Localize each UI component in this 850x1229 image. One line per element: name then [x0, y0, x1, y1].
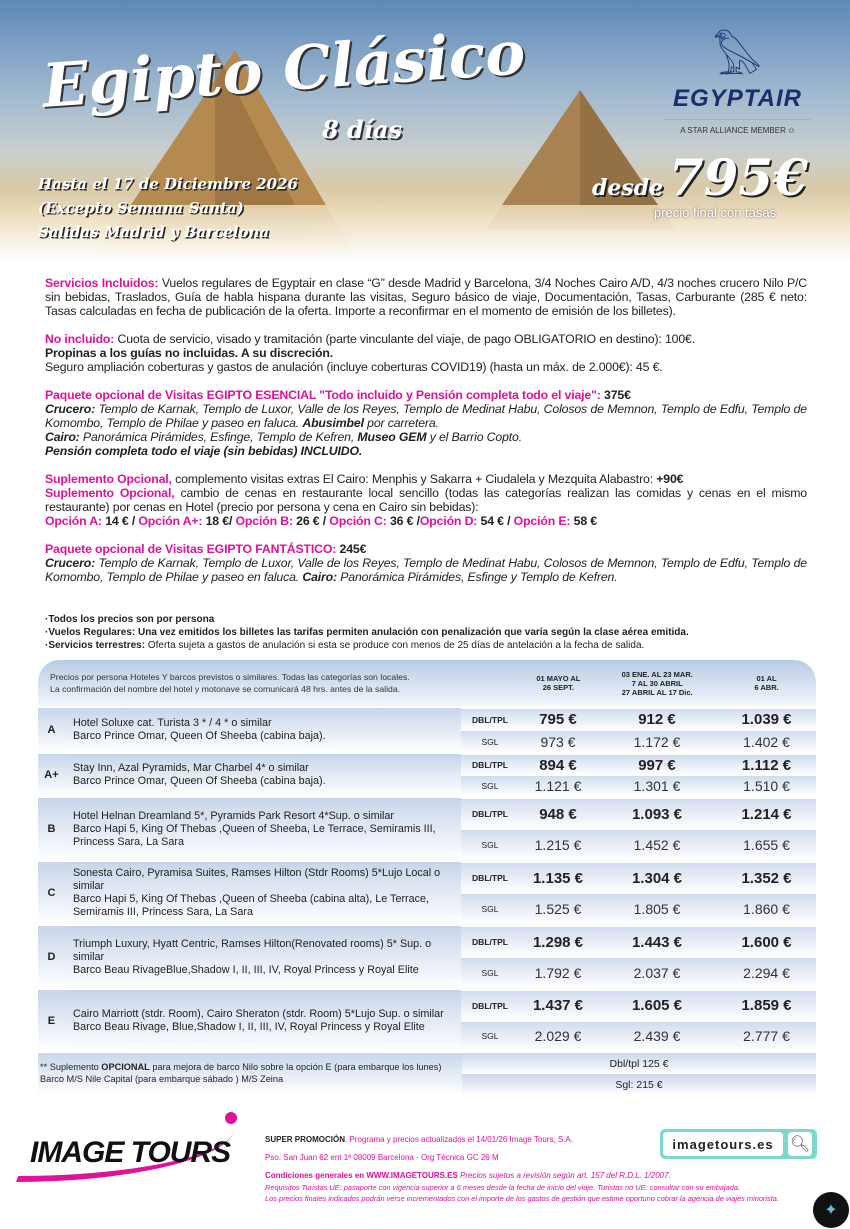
category: A+ — [38, 754, 65, 796]
category: C — [38, 862, 65, 924]
egyptair-logo — [665, 35, 810, 135]
price: 1.805 € — [633, 901, 681, 917]
price: 1.860 € — [743, 901, 790, 917]
price: 1.443 € — [631, 933, 683, 951]
price: 1.135 € — [532, 869, 584, 887]
website-search-badge[interactable]: imagetours.es 🔍︎ — [660, 1129, 817, 1159]
star-alliance-icon: ✩ — [788, 126, 795, 135]
paragraph: ·Vuelos Regulares: Una vez emitidos los billetes las tarifas permiten anulación con penalización que varía según la clase aérea emitida. — [45, 627, 689, 638]
hotel: Sonesta Cairo, Pyramisa Suites, Ramses Hilton (Stdr Rooms) 5*Lujo Local o similar — [72, 867, 441, 892]
table-row — [38, 860, 816, 924]
footer-legal: SUPER PROMOCIÓN. Programa y precios actualizados el 14/01/26 Image Tours, S.A. Pso. San Juan 62 ent 1ª 08009 Barcelona - Org Técnica GC 26 M Condiciones generales en WWW.IMAGETOURS.ES Precios sujetos a revisión según art. 157 del R.D.L. 1/2007. Requisitos Turistas UE: pasaporte con vigencia superior a 6 meses desde la fecha de inicio del viaje. Turistas no UE: consultar con su embajada. Los precios finales indicados podrán verse incrementados con el importe de los gastos de gestión que estime oportuno cobrar la agencia de viajes minorista. — [265, 1135, 779, 1203]
image-tours-logo: IMAGE TOURS — [25, 1112, 255, 1192]
page-title: Egipto Clásico — [40, 18, 528, 122]
search-icon[interactable]: 🔍︎ — [788, 1132, 812, 1156]
price-table — [38, 660, 816, 1100]
price: 2.037 € — [633, 965, 681, 981]
paragraph: Propinas a los guías no incluidas. A su discreción. — [45, 346, 334, 360]
price: 1.402 € — [743, 733, 790, 750]
price: 2.029 € — [534, 1028, 582, 1045]
boat: Barco Hapi 5, King Of Thebas ,Queen of Sheeba, Le Terrace, Semiramis III, Princess Sara, La Sara — [72, 822, 436, 848]
price: 1.121 € — [534, 778, 582, 794]
hero-banner — [0, 0, 850, 262]
price: 997 € — [638, 756, 676, 774]
price: 2.294 € — [743, 965, 790, 981]
column-header: 01 MAYO AL 26 SEPT. — [536, 674, 581, 692]
price: 1.215 € — [534, 837, 582, 853]
table-row — [38, 706, 816, 752]
validity: Hasta el 17 de Diciembre 2026 — [38, 175, 298, 193]
paragraph: Suplemento Opcional, cambio de cenas en restaurante local sencillo (todas las categorías realizan las comidas y cenas en el mismo restaurante) por cenas en Hotel (precio por persona y cena en Cairo sin bebidas): — [45, 486, 807, 514]
price-row-dbl: DBL/TPL 1.135 € 1.304 € 1.352 € — [461, 862, 816, 893]
table-header — [38, 660, 816, 706]
paragraph: Suplemento Opcional, complemento visitas extras El Cairo: Menphis y Sakarra + Ciudalela y Mezquita Alabastro: +90€ — [45, 472, 684, 486]
category: D — [38, 926, 65, 988]
hotel-boat — [65, 798, 461, 860]
paragraph — [45, 528, 807, 542]
boat: Barco Prince Omar, Queen Of Sheeba (cabina baja). — [72, 730, 326, 742]
hotel-boat — [65, 862, 461, 924]
supplement-row — [38, 1051, 816, 1095]
price: 1.605 € — [631, 997, 683, 1015]
hotel-boat — [65, 926, 461, 988]
paragraph — [45, 458, 807, 472]
paragraph: ·Todos los precios son por persona — [45, 614, 215, 625]
price-row-sgl: SGL 1.215 € 1.452 € 1.655 € — [461, 829, 816, 860]
address: Pso. San Juan 62 ent 1ª 08009 Barcelona - Org Técnica GC 26 M — [265, 1153, 499, 1162]
paragraph — [45, 318, 807, 332]
price: 795 € — [539, 711, 577, 728]
intro-text: Precios por persona Hoteles Y barcos previstos o similares. Todas las categorías son locales. — [50, 672, 410, 682]
hotel-boat — [65, 708, 461, 752]
category: B — [38, 798, 65, 860]
intro-text: La confirmación del nombre del hotel y motonave se comunicará 48 hrs. antes de la salida. — [50, 684, 401, 694]
supplement-sgl: Sgl: 215 € — [462, 1074, 816, 1095]
table-row — [38, 796, 816, 860]
price: 1.214 € — [741, 805, 792, 823]
price: 1.437 € — [532, 997, 584, 1015]
table-row — [38, 924, 816, 988]
hotel: Triumph Luxury, Hyatt Centric, Ramses Hilton(Renovated rooms) 5* Sup. o similar — [72, 937, 432, 963]
hotel: Stay Inn, Azal Pyramids, Mar Charbel 4* o similar — [72, 762, 309, 774]
price: 1.525 € — [534, 901, 582, 917]
boat: Barco Prince Omar, Queen Of Sheeba (cabina baja). — [72, 775, 326, 787]
supplement-note: ** Suplemento OPCIONAL para mejora de barco Nilo sobre la opción E (para embarque los lunes) Barco M/S Nile Capital (para embarque sábado ) M/S Zeina — [38, 1053, 462, 1095]
price-row-dbl: DBL/TPL 948 € 1.093 € 1.214 € — [461, 798, 816, 829]
price: 2.777 € — [743, 1028, 790, 1045]
hotel-boat — [65, 990, 461, 1051]
column-header: 01 AL 6 ABR. — [754, 674, 779, 692]
price-row-sgl: SGL 973 € 1.172 € 1.402 € — [461, 730, 816, 752]
price: 1.172 € — [633, 733, 681, 750]
price: 1.039 € — [741, 711, 792, 728]
category: A — [38, 708, 65, 752]
price-row-dbl: DBL/TPL 894 € 997 € 1.112 € — [461, 754, 816, 775]
hotel-boat — [65, 754, 461, 796]
price: 1.301 € — [633, 778, 681, 794]
price: 1.655 € — [743, 837, 790, 853]
price: 973 € — [540, 733, 576, 750]
hotel: Hotel Helnan Dreamland 5*, Pyramids Park Resort 4*Sup. o similar — [72, 809, 394, 822]
table-row — [38, 752, 816, 796]
airline-name: EGYPTAIR — [665, 85, 810, 120]
paragraph: Paquete opcional de Visitas EGIPTO FANTÁSTICO: 245€ — [45, 542, 367, 556]
price: 2.439 € — [633, 1028, 681, 1045]
horus-icon: 𓅃 — [712, 35, 763, 84]
website-link[interactable]: WWW.IMAGETOURS.ES — [366, 1171, 458, 1180]
departures: Salidas Madrid y Barcelona — [38, 223, 270, 241]
price-row-sgl: SGL 1.525 € 1.805 € 1.860 € — [461, 893, 816, 924]
paragraph: Opción A: 14 € / Opción A+: 18 €/ Opción B: 26 € / Opción C: 36 € /Opción D: 54 € / Opción E: 58 € — [45, 514, 597, 528]
price: 912 € — [638, 711, 676, 728]
paragraph: Paquete opcional de Visitas EGIPTO ESENCIAL "Todo incluido y Pensión completa todo el viaje": 375€ — [45, 388, 631, 402]
price: 1.792 € — [534, 965, 582, 981]
paragraph: Pensión completa todo el viaje (sin bebidas) INCLUIDO. — [45, 444, 363, 458]
paragraph: Crucero: Templo de Karnak, Templo de Luxor, Valle de los Reyes, Templo de Medinat Habu, Colosos de Memnon, Templo de Edfu, Templo de Komombo, Templo de Philae y paseo en faluca. Cairo: Panorámica Pirámides, Esfinge y Templo de Kefren. — [45, 556, 807, 584]
price-from: 795€ — [668, 148, 808, 207]
description — [45, 276, 807, 584]
column-header: 03 ENE. AL 23 MAR. 7 AL 30 ABRIL 27 ABRIL AL 17 Dic. — [621, 669, 693, 697]
price: 1.510 € — [743, 778, 790, 794]
price: 1.859 € — [741, 997, 792, 1015]
price: 1.112 € — [741, 756, 792, 774]
price-row-sgl: SGL 1.121 € 1.301 € 1.510 € — [461, 775, 816, 796]
table-row — [38, 988, 816, 1051]
paragraph: Cairo: Panorámica Pirámides, Esfinge, Templo de Kefren, Museo GEM y el Barrio Copto. — [45, 430, 522, 444]
paragraph: Seguro ampliación coberturas y gastos de anulación (incluye coberturas COVID19) (hasta un máx. de 2.000€): 45 €. — [45, 360, 663, 374]
price-note: precio final con tasas — [654, 205, 777, 220]
price-row-sgl: SGL 1.792 € 2.037 € 2.294 € — [461, 957, 816, 988]
price: 1.352 € — [741, 869, 792, 887]
paragraph: Servicios Incluidos: Vuelos regulares de Egyptair en clase “G” desde Madrid y Barcelona, 3/4 Noches Cairo A/D, 4/3 noches crucero Nilo P/C sin bebidas, Traslados, Guía de habla hispana durante las visitas, Seguro básico de viaje, Documentación, Tasas, Carburante (285 € neto: Tasas calculadas en fecha de publicación de la oferta. Importe a reconfirmar en el momento de emisión de los billetes). — [45, 276, 807, 318]
app-badge-icon[interactable]: ✦ — [813, 1192, 849, 1228]
price-row-dbl: DBL/TPL 1.298 € 1.443 € 1.600 € — [461, 926, 816, 957]
boat: Barco Hapi 5, King Of Thebas ,Queen of Sheeba (cabina alta), Le Terrace, Semiramis III, Princess Sara, La Sara — [72, 893, 430, 918]
paragraph — [45, 374, 807, 388]
supplement-dbl: Dbl/tpl 125 € — [462, 1053, 816, 1074]
boat: Barco Beau Rivage, Blue,Shadow I, II, III, IV, Royal Princess y Royal Elite — [72, 1020, 425, 1033]
price-row-dbl: DBL/TPL 795 € 912 € 1.039 € — [461, 708, 816, 730]
price-badge: desde 795€ — [592, 148, 808, 207]
paragraph: Crucero: Templo de Karnak, Templo de Luxor, Valle de los Reyes, Templo de Medinat Habu, Colosos de Memnon, Templo de Edfu, Templo de Komombo, Templo de Philae y paseo en faluca. Abusimbel por carretera. — [45, 402, 807, 430]
hotel: Cairo Marriott (stdr. Room), Cairo Sheraton (stdr. Room) 5*Lujo Sup. o similar — [72, 1007, 444, 1020]
duration: 8 días — [322, 115, 403, 144]
price-row-sgl: SGL 2.029 € 2.439 € 2.777 € — [461, 1021, 816, 1052]
price: 1.452 € — [633, 837, 681, 853]
notes — [45, 613, 689, 652]
category: E — [38, 990, 65, 1051]
hotel: Hotel Soluxe cat. Turista 3 * / 4 * o similar — [72, 717, 272, 729]
price: 1.304 € — [631, 869, 683, 887]
paragraph: ·Servicios terrestres: Oferta sujeta a gastos de anulación si esta se produce con menos de 25 días de antelación a la fecha de salida. — [45, 640, 645, 651]
paragraph: No incluido: Cuota de servicio, visado y tramitación (parte vinculante del viaje, de pago OBLIGATORIO en destino): 100€. — [45, 332, 695, 346]
alliance-text: A STAR ALLIANCE MEMBER ✩ — [680, 126, 795, 135]
exception: (Excepto Semana Santa) — [38, 199, 244, 217]
price: 1.298 € — [532, 933, 584, 951]
price-row-dbl: DBL/TPL 1.437 € 1.605 € 1.859 € — [461, 990, 816, 1021]
price: 948 € — [539, 805, 577, 823]
price: 894 € — [539, 756, 577, 774]
price: 1.600 € — [741, 933, 792, 951]
boat: Barco Beau RivageBlue,Shadow I, II, III, IV, Royal Princess y Royal Elite — [72, 963, 419, 976]
price: 1.093 € — [631, 805, 683, 823]
